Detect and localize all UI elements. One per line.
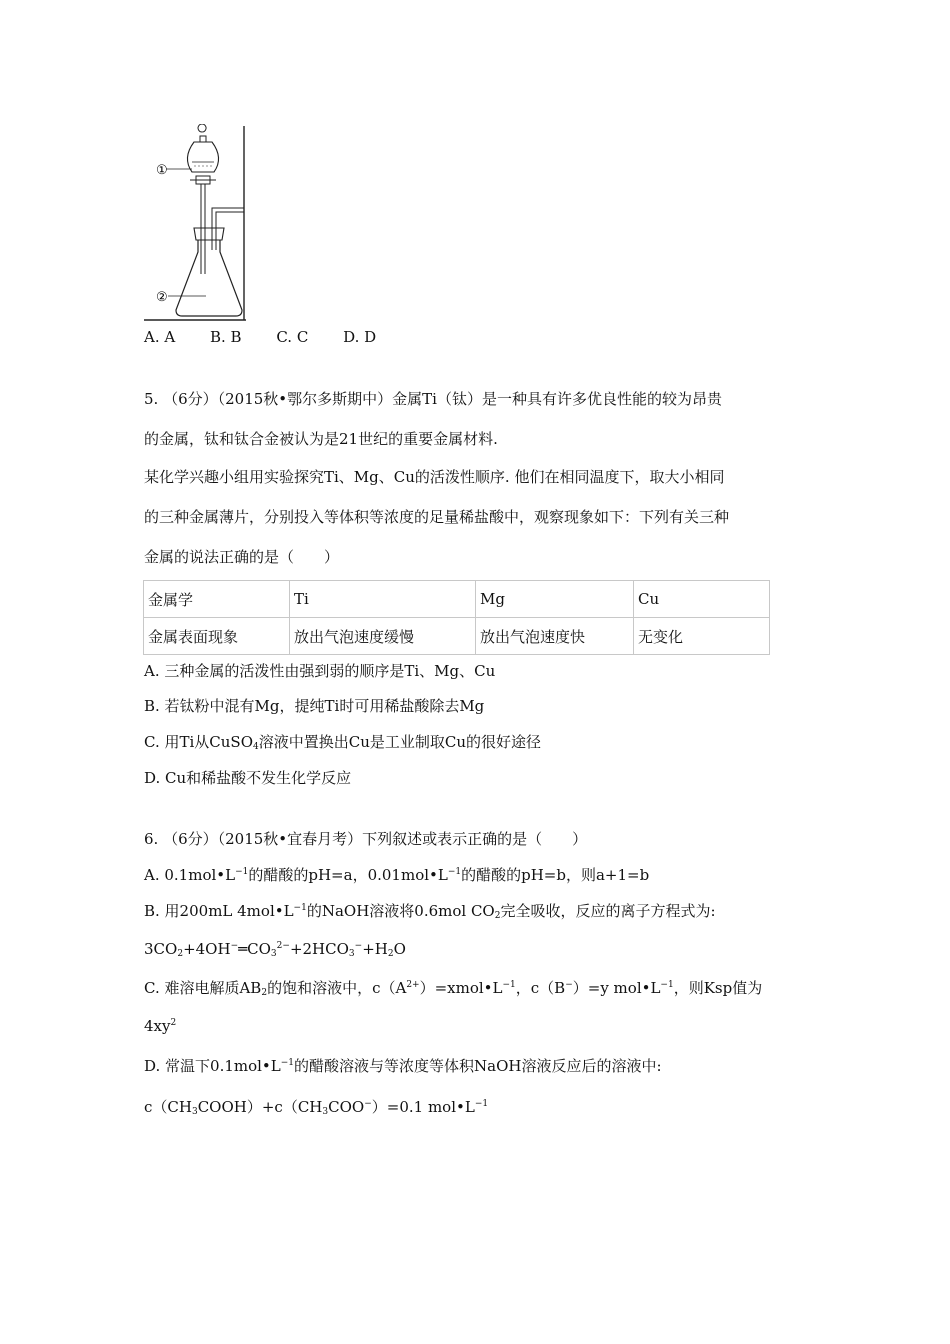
q6-option-a [144,864,649,885]
table-cell: Cu [634,581,770,618]
q4-option-c: C. C [276,328,309,346]
superscript: 2+ [406,980,420,990]
text-run: 3CO [144,940,178,958]
q6-option-d-equation [144,1096,488,1117]
q4-option-b: B. B [209,328,242,346]
table-cell: 放出气泡速度缓慢 [290,618,476,655]
table-row [144,618,770,655]
text-run: ）=0.1 mol•L [371,1098,475,1116]
q6-option-d [144,1055,662,1076]
subscript: 4 [253,742,259,752]
superscript: − [364,1099,372,1109]
q5-option-b: B. 若钛粉中混有Mg，提纯Ti时可用稀盐酸除去Mg [144,697,485,715]
table-row [144,581,770,618]
q5-stem-line2: 的金属，钛和钛合金被认为是21世纪的重要金属材料. [144,430,498,448]
text-run: COO [328,1098,365,1116]
figure-label-2: ② [156,290,168,305]
text-run: ，则Ksp值为 [673,979,763,997]
figure-label-1: ① [156,163,168,178]
text-run: ，c（B [515,979,566,997]
metal-table [143,580,770,655]
table-cell: Ti [290,581,476,618]
subscript: 3 [270,949,277,959]
q5-option-c [144,731,541,752]
superscript: − [354,941,363,951]
subscript: 2 [261,988,268,998]
q5-stem-line1: 5. （6分）（2015秋•鄂尔多斯期中）金属Ti（钛）是一种具有许多优良性能的较为昂贵 [144,390,722,408]
superscript: −1 [447,867,462,877]
text-run: D. 常温下0.1mol•L [144,1057,281,1075]
q6-option-b-equation [144,940,406,959]
subscript: 2 [177,949,184,959]
text-run: 溶液中置换出Cu是工业制取Cu的很好途径 [258,733,542,751]
superscript: −1 [235,867,249,877]
text-run: +2HCO [289,940,349,958]
text-run: +H [362,940,388,958]
superscript: 2− [276,941,290,951]
subscript: 3 [348,949,355,959]
text-run: COOH）+c（CH [197,1098,323,1116]
text-run: ）=xmol•L [419,979,503,997]
q6-option-c-continued [144,1017,176,1035]
q4-options [144,328,406,346]
q6-option-b [144,900,716,921]
apparatus-figure [142,124,252,324]
table-cell: Mg [476,581,634,618]
text-run: 的醋酸的pH=a，0.01mol•L [248,866,448,884]
text-run: C. 难溶电解质AB [144,979,262,997]
table-cell: 无变化 [634,618,770,655]
text-run: O [393,940,406,958]
superscript: 2 [170,1018,177,1028]
subscript: 3 [322,1107,329,1117]
q5-stem-line3: 某化学兴趣小组用实验探究Ti、Mg、Cu的活泼性顺序. 他们在相同温度下，取大小相同 [144,468,725,486]
q6-option-c [144,977,762,998]
subscript: 2 [494,911,501,921]
q5-option-d: D. Cu和稀盐酸不发生化学反应 [144,769,352,787]
text-run: 的饱和溶液中，c（A [267,979,407,997]
table-cell: 放出气泡速度快 [476,618,634,655]
superscript: −1 [660,980,674,990]
superscript: −1 [280,1058,295,1068]
q5-option-a: A. 三种金属的活泼性由强到弱的顺序是Ti、Mg、Cu [144,662,496,680]
text-run: c（CH [144,1098,192,1116]
q6-stem: 6. （6分）（2015秋•宜春月考）下列叙述或表示正确的是（ ） [144,830,588,848]
q4-option-d: D. D [343,328,377,346]
q4-option-a: A. A [144,328,176,346]
text-run: 的NaOH溶液将0.6mol CO [306,902,495,920]
table-cell: 金属表面现象 [144,618,290,655]
superscript: −1 [474,1099,489,1109]
superscript: − [230,941,239,951]
subscript: 2 [387,949,394,959]
text-run: B. 用200mL 4mol•L [144,902,294,920]
superscript: −1 [293,903,307,913]
table-cell: 金属学 [144,581,290,618]
text-run: 的醋酸的pH=b，则a+1=b [461,866,650,884]
text-run: 4xy [144,1017,171,1035]
text-run: 完全吸收，反应的离子方程式为: [500,902,716,920]
text-run: 的醋酸溶液与等浓度等体积NaOH溶液反应后的溶液中: [294,1057,662,1075]
superscript: − [565,980,573,990]
text-run: ）=y mol•L [572,979,661,997]
superscript: −1 [502,980,516,990]
text-run: +4OH [183,940,231,958]
text-run: C. 用Ti从CuSO [144,733,253,751]
q5-stem-line4: 的三种金属薄片，分别投入等体积等浓度的足量稀盐酸中，观察现象如下：下列有关三种 [144,508,730,526]
text-run: A. 0.1mol•L [144,866,236,884]
text-run: ═CO [238,940,271,958]
q5-stem-line5: 金属的说法正确的是（ ） [144,548,340,566]
subscript: 3 [191,1107,198,1117]
